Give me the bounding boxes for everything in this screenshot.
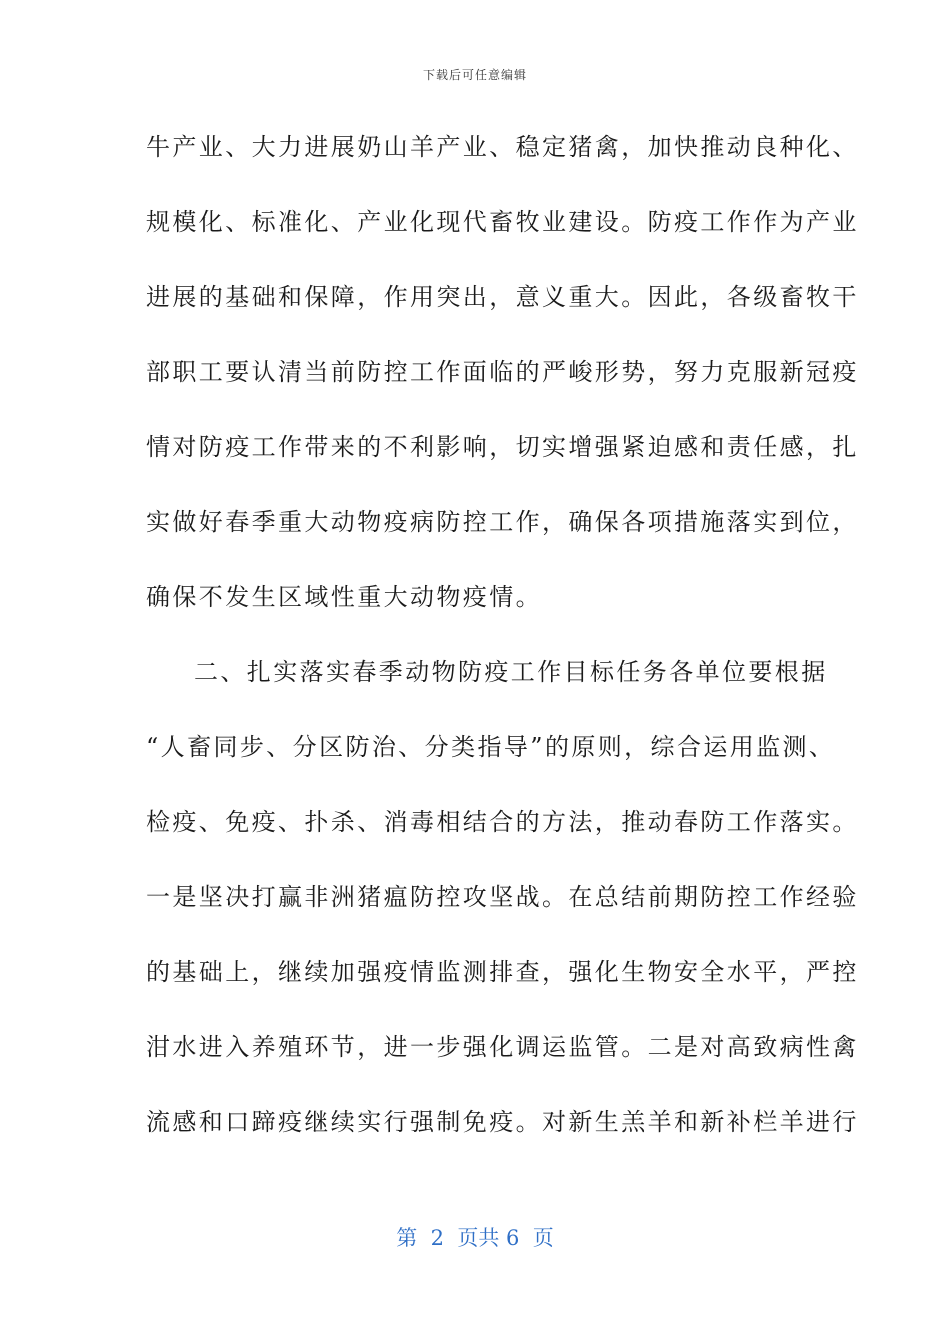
section-heading-line: 二、扎实落实春季动物防疫工作目标任务各单位要根据 [194, 658, 828, 686]
document-body [146, 118, 859, 1168]
body-line: 实做好春季重大动物疫病防控工作，确保各项措施落实到位， [146, 508, 859, 536]
body-line: 确保不发生区域性重大动物疫情。 [146, 583, 542, 611]
body-line: 规模化、标准化、产业化现代畜牧业建设。防疫工作作为产业 [146, 208, 859, 236]
body-line: 情对防疫工作带来的不利影响，切实增强紧迫感和责任感，扎 [146, 433, 859, 461]
body-line: “人畜同步、分区防治、分类指导”的原则，综合运用监测、 [146, 733, 836, 761]
body-line: 泔水进入养殖环节，进一步强化调运监管。二是对高致病性禽 [146, 1033, 859, 1061]
body-line: 一是坚决打赢非洲猪瘟防控攻坚战。在总结前期防控工作经验 [146, 883, 859, 911]
body-line: 进展的基础和保障，作用突出，意义重大。因此，各级畜牧干 [146, 283, 859, 311]
body-line: 检疫、免疫、扑杀、消毒相结合的方法，推动春防工作落实。 [146, 808, 859, 836]
body-line: 部职工要认清当前防控工作面临的严峻形势，努力克服新冠疫 [146, 358, 859, 386]
body-line: 流感和口蹄疫继续实行强制免疫。对新生羔羊和新补栏羊进行 [146, 1108, 859, 1136]
body-line: 的基础上，继续加强疫情监测排查，强化生物安全水平，严控 [146, 958, 859, 986]
header-note: 下载后可任意编辑 [422, 68, 527, 82]
page-number-footer: 第 2 页共 6 页 [396, 1226, 554, 1250]
body-line: 牛产业、大力进展奶山羊产业、稳定猪禽，加快推动良种化、 [146, 133, 859, 161]
